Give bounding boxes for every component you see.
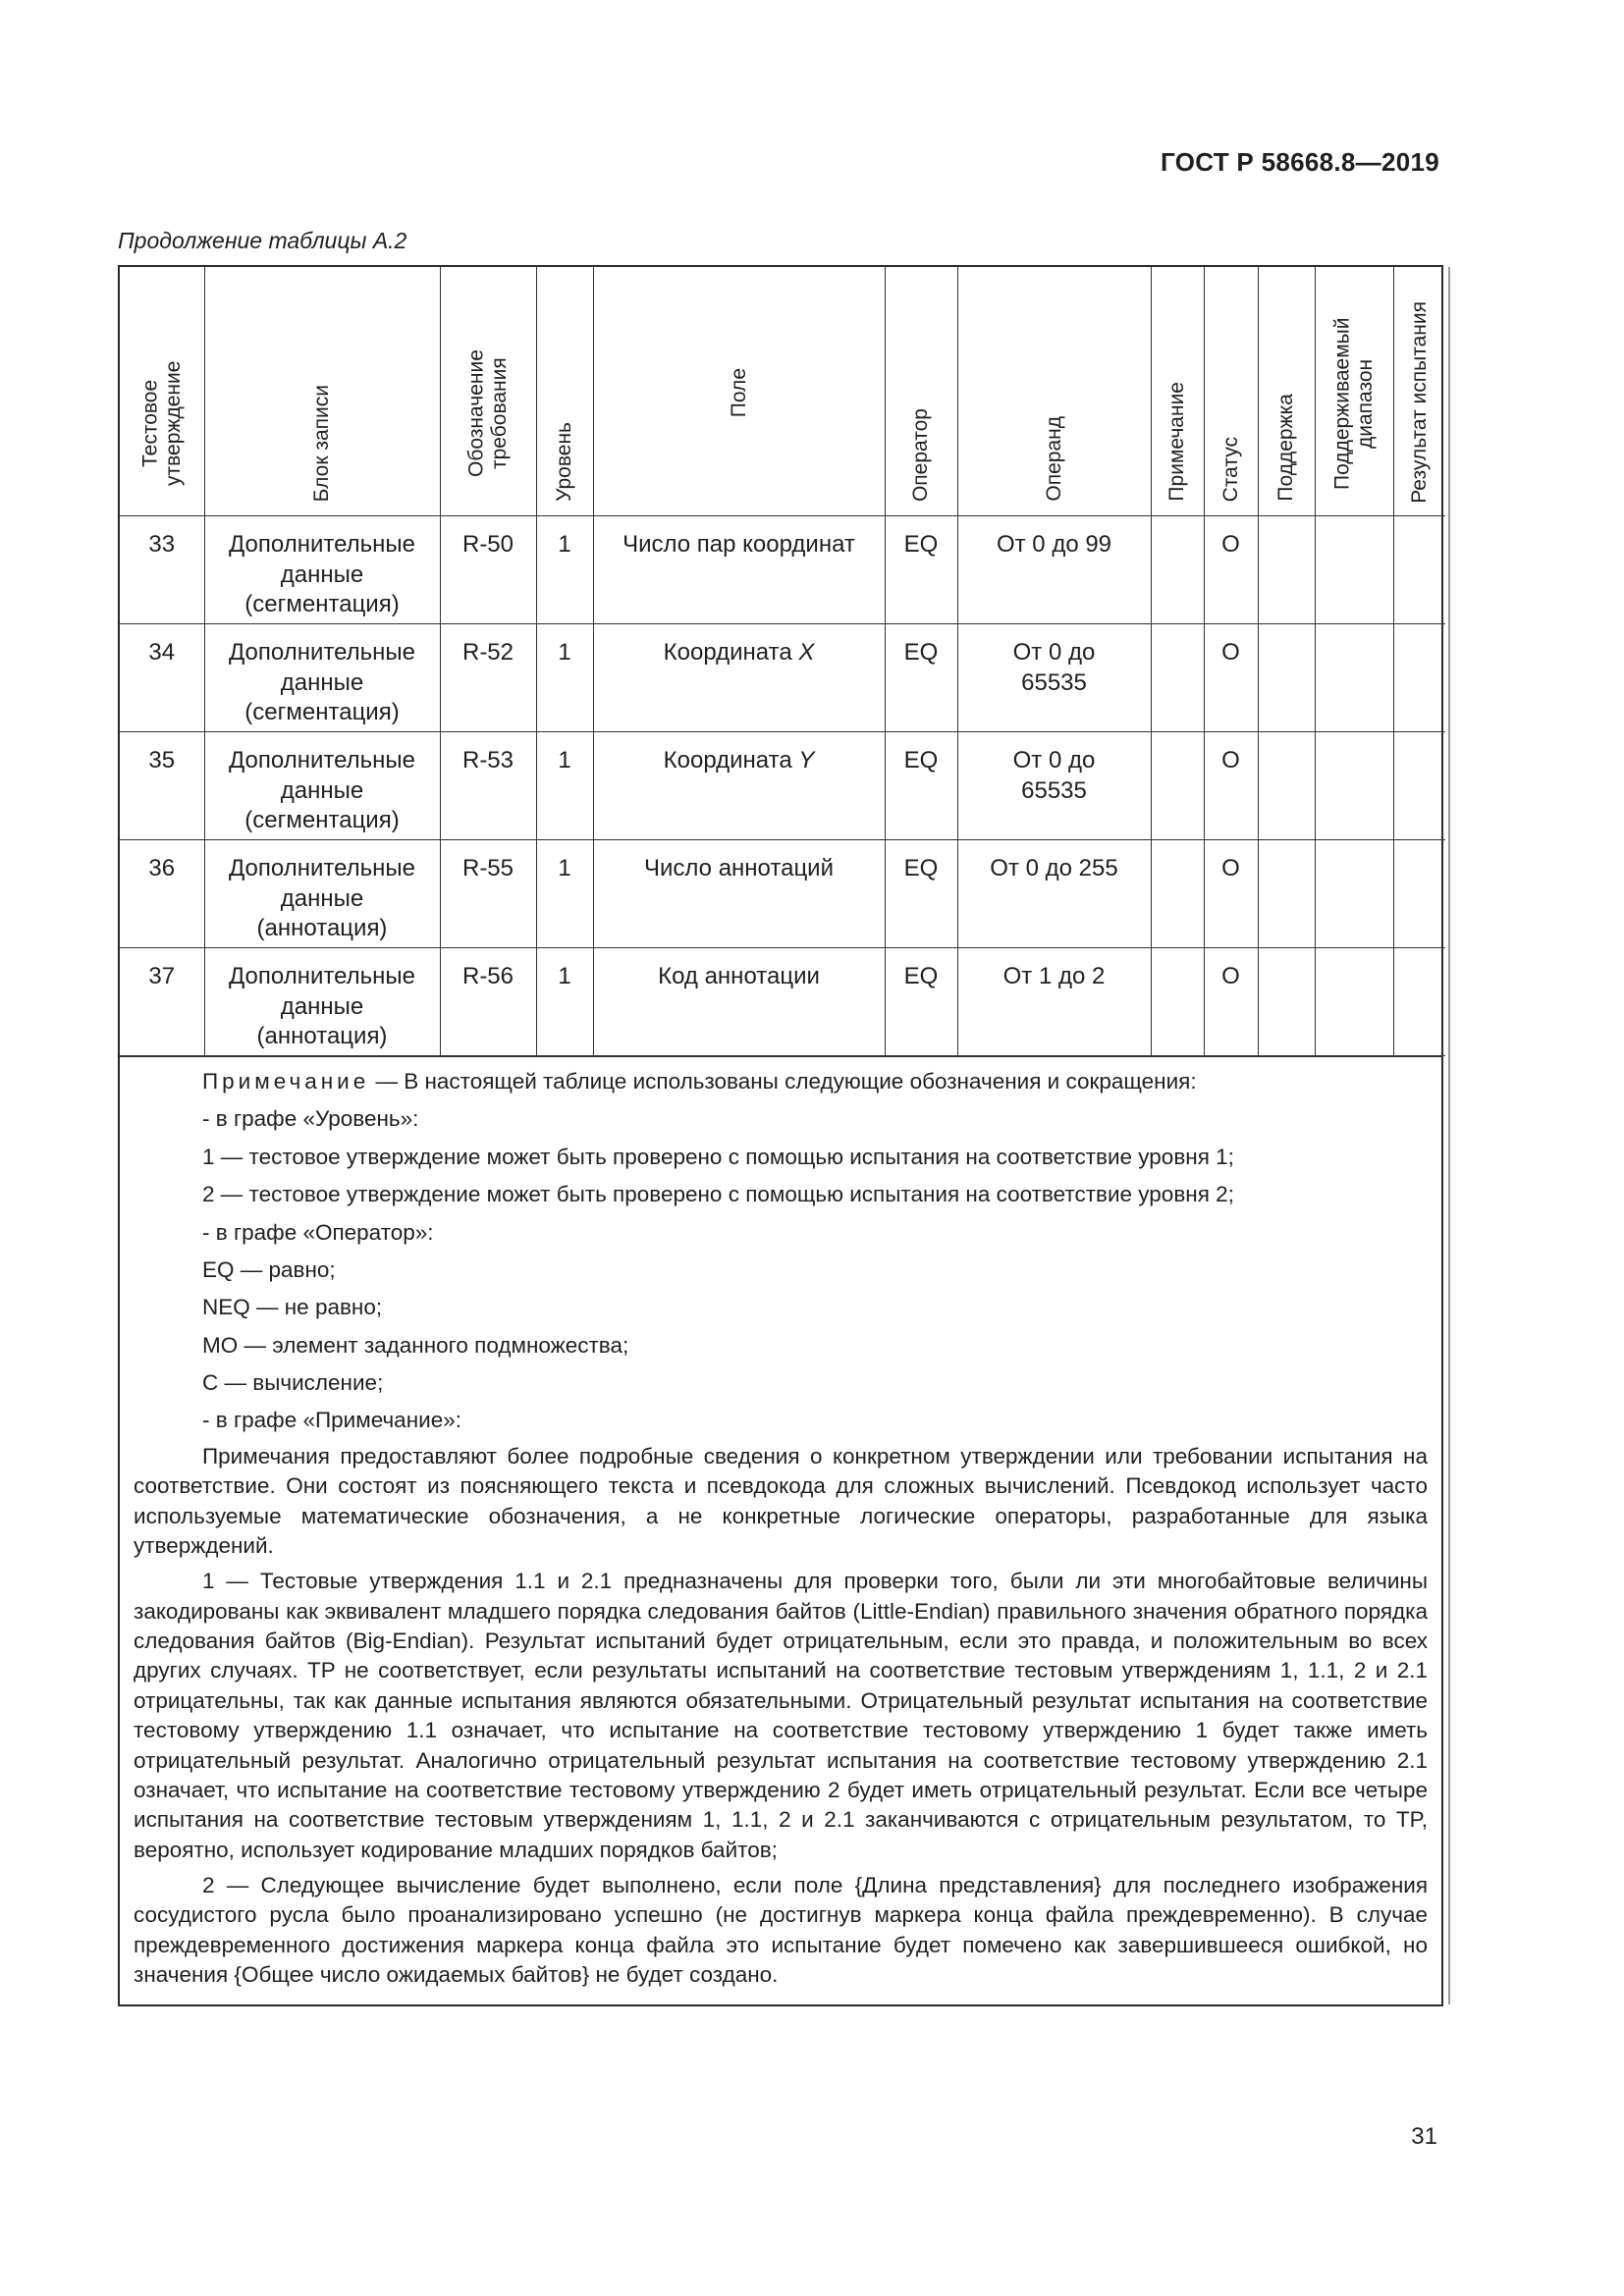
cell-range — [1315, 516, 1393, 624]
cell-range — [1315, 948, 1393, 1056]
cell-field: Код аннотации — [593, 948, 885, 1056]
cell-field: Координата X — [593, 624, 885, 732]
notes-label: Примечание — [202, 1069, 370, 1094]
cell-support — [1258, 516, 1315, 624]
column-header: Блок записи — [204, 267, 440, 516]
cell-block: Дополнительные данные (аннотация) — [204, 948, 440, 1056]
table-row — [120, 948, 1445, 1056]
cell-operand: От 0 до 99 — [957, 516, 1151, 624]
cell-note — [1151, 624, 1204, 732]
cell-status: O — [1204, 516, 1258, 624]
cell-level: 1 — [536, 624, 593, 732]
cell-num: 33 — [120, 516, 204, 624]
cell-operand: От 1 до 2 — [957, 948, 1151, 1056]
cell-req: R-56 — [440, 948, 536, 1056]
cell-field: Координата Y — [593, 732, 885, 840]
cell-status: O — [1204, 732, 1258, 840]
column-header: Поддержка — [1258, 267, 1315, 516]
cell-req: R-52 — [440, 624, 536, 732]
cell-level: 1 — [536, 840, 593, 948]
cell-range — [1315, 840, 1393, 948]
cell-level: 1 — [536, 732, 593, 840]
table-header-row — [120, 267, 1445, 516]
note-line: - в графе «Уровень»: — [202, 1106, 419, 1132]
cell-num: 37 — [120, 948, 204, 1056]
cell-note — [1151, 948, 1204, 1056]
cell-result — [1393, 948, 1445, 1056]
cell-op: EQ — [885, 516, 957, 624]
column-header: Обозначение требования — [440, 267, 536, 516]
cell-support — [1258, 624, 1315, 732]
cell-num: 36 — [120, 840, 204, 948]
cell-status: O — [1204, 840, 1258, 948]
note-line: NEQ — не равно; — [202, 1295, 383, 1320]
cell-result — [1393, 516, 1445, 624]
cell-result — [1393, 732, 1445, 840]
cell-support — [1258, 948, 1315, 1056]
cell-operand: От 0 до 65535 — [957, 624, 1151, 732]
cell-op: EQ — [885, 624, 957, 732]
coordinate-letter: Y — [798, 747, 815, 774]
cell-support — [1258, 840, 1315, 948]
column-header: Тестовое утверждение — [120, 267, 204, 516]
note-line: EQ — равно; — [202, 1256, 336, 1282]
cell-num: 35 — [120, 732, 204, 840]
note-paragraph: Примечания предоставляют более подробные сведения о конкретном утверждении или требовании испытания на соответствие. Они состоят из поясняющего текста и псевдокода для сложных вычислений. Псевдокод использует часто используемые математические обозначения, а не конкретные логические операторы, разработанные для языка утверждений. — [134, 1443, 1428, 1558]
table-frame — [118, 265, 1443, 2006]
column-header: Операнд — [957, 267, 1151, 516]
table-caption: Продолжение таблицы А.2 — [118, 228, 407, 253]
page-number: 31 — [1411, 2123, 1437, 2150]
note-line: - в графе «Примечание»: — [202, 1408, 461, 1433]
cell-num: 34 — [120, 624, 204, 732]
notes-intro-text: — В настоящей таблице использованы следующие обозначения и сокращения: — [369, 1069, 1197, 1094]
cell-op: EQ — [885, 840, 957, 948]
cell-level: 1 — [536, 516, 593, 624]
cell-req: R-53 — [440, 732, 536, 840]
note-line: C — вычисление; — [202, 1370, 384, 1395]
table-row — [120, 732, 1445, 840]
note-line: 1 — тестовое утверждение может быть проверено с помощью испытания на соответствие уровня 1; — [202, 1144, 1234, 1169]
cell-range — [1315, 624, 1393, 732]
cell-field: Число пар координат — [593, 516, 885, 624]
cell-block: Дополнительные данные (сегментация) — [204, 732, 440, 840]
standard-code: ГОСТ Р 58668.8—2019 — [1161, 147, 1439, 177]
cell-op: EQ — [885, 948, 957, 1056]
table-row — [120, 516, 1445, 624]
cell-range — [1315, 732, 1393, 840]
column-header: Уровень — [536, 267, 593, 516]
requirements-table — [120, 267, 1445, 1056]
table-row — [120, 624, 1445, 732]
column-header: Оператор — [885, 267, 957, 516]
cell-result — [1393, 840, 1445, 948]
table-body — [120, 516, 1445, 1056]
column-header: Поле — [593, 267, 885, 516]
notes-intro — [134, 1067, 1428, 1096]
note-line: MO — элемент заданного подмножества; — [202, 1332, 629, 1358]
cell-status: O — [1204, 624, 1258, 732]
cell-block: Дополнительные данные (сегментация) — [204, 624, 440, 732]
note-line: 2 — тестовое утверждение может быть проверено с помощью испытания на соответствие уровня 2; — [202, 1182, 1234, 1207]
note-paragraph: 2 — Следующее вычисление будет выполнено, если поле {Длина представления} для последнего изображения сосудистого русла было проанализировано успешно (не достигнув маркера конца файла преждевременно). В случае преждевременного достижения маркера конца файла это испытание будет помечено как завершившееся ошибкой, но значения {Общее число ожидаемых байтов} не будет создано. — [134, 1873, 1428, 1988]
note-line: - в графе «Оператор»: — [202, 1219, 434, 1245]
cell-note — [1151, 516, 1204, 624]
cell-req: R-55 — [440, 840, 536, 948]
column-header: Результат испытания — [1393, 267, 1445, 516]
cell-field: Число аннотаций — [593, 840, 885, 948]
note-paragraph: 1 — Тестовые утверждения 1.1 и 2.1 предназначены для проверки того, были ли эти многобайтовые величины закодированы как эквивалент младшего порядка следования байтов (Little-Endian) правильного значения обратного порядка следования байтов (Big-Endian). Результат испытаний будет отрицательным, если это правда, и положительным во всех других случаях. TP не соответствует, если результаты испытаний на соответствие тестовым утверждениям 1, 1.1, 2 и 2.1 отрицательны, так как данные испытания являются обязательными. Отрицательный результат испытания на соответствие тестовому утверждению 1.1 означает, что испытание на соответствие тестовому утверждению 1 будет также иметь отрицательный результат. Аналогично отрицательный результат испытания на соответствие тестовому утверждению 2.1 означает, что испытание на соответствие тестовому утверждению 2 будет иметь отрицательный результат. Если все четыре испытания на соответствие тестовым утверждениям 1, 1.1, 2 и 2.1 заканчиваются с отрицательным результатом, то TP, вероятно, использует кодирование младших порядков байтов; — [134, 1569, 1428, 1862]
table-row — [120, 840, 1445, 948]
cell-status: O — [1204, 948, 1258, 1056]
cell-note — [1151, 840, 1204, 948]
cell-operand: От 0 до 255 — [957, 840, 1151, 948]
cell-op: EQ — [885, 732, 957, 840]
cell-level: 1 — [536, 948, 593, 1056]
column-header: Поддерживаемый диапазон — [1315, 267, 1393, 516]
column-header: Статус — [1204, 267, 1258, 516]
cell-note — [1151, 732, 1204, 840]
cell-req: R-50 — [440, 516, 536, 624]
cell-block: Дополнительные данные (аннотация) — [204, 840, 440, 948]
cell-block: Дополнительные данные (сегментация) — [204, 516, 440, 624]
cell-operand: От 0 до 65535 — [957, 732, 1151, 840]
cell-support — [1258, 732, 1315, 840]
column-header: Примечание — [1151, 267, 1204, 516]
coordinate-letter: X — [798, 639, 815, 666]
table-notes — [120, 1056, 1441, 2004]
cell-result — [1393, 624, 1445, 732]
